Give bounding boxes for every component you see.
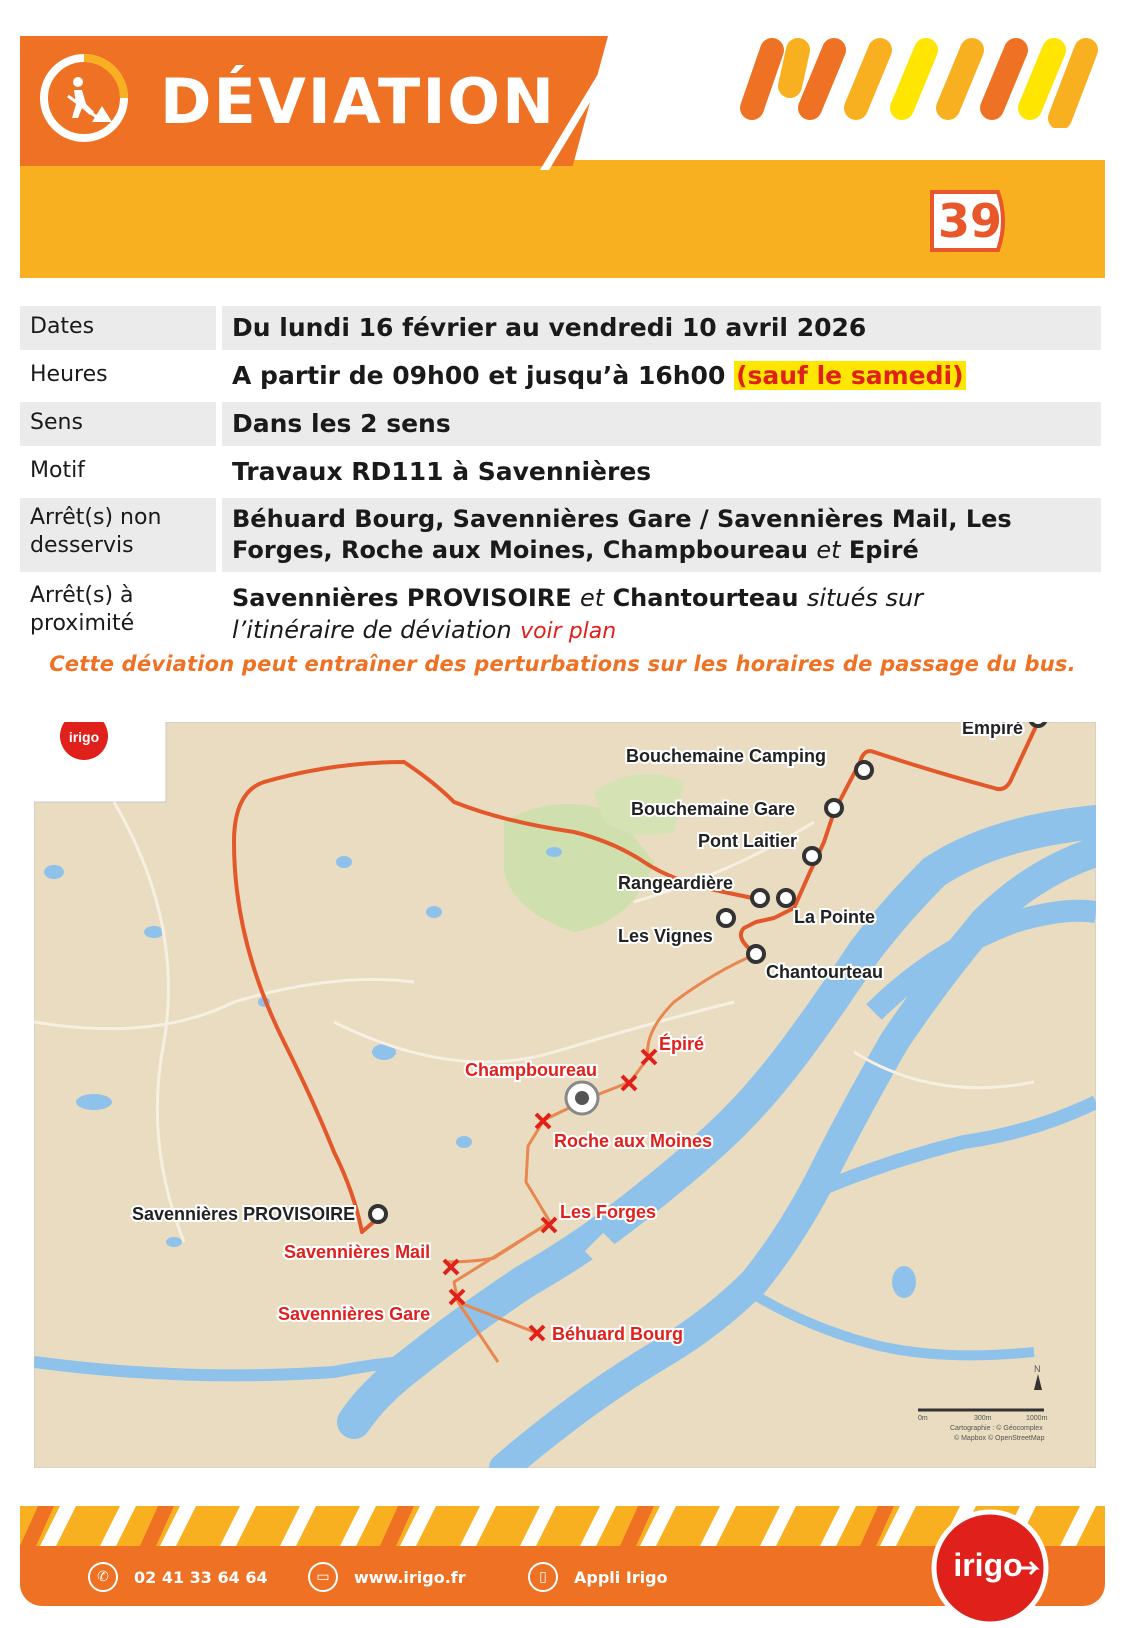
svg-text:Épiré: Épiré — [659, 1034, 705, 1054]
footer-website[interactable] — [308, 1560, 466, 1594]
not-served-et: et — [816, 536, 841, 564]
direction-label: Sens — [20, 402, 216, 446]
info-table — [20, 306, 1101, 654]
decorative-stripes — [730, 36, 1110, 128]
svg-text:Savennières Gare: Savennières Gare — [278, 1304, 431, 1324]
computer-icon: ▭ — [308, 1562, 338, 1592]
phone-number: 02 41 33 64 64 — [134, 1567, 268, 1587]
nearby-suffix-1: situés sur — [806, 584, 924, 612]
hours-label: Heures — [30, 362, 108, 387]
svg-text:Savennières PROVISOIRE: Savennières PROVISOIRE — [132, 1204, 356, 1224]
hours-note: (sauf le samedi) — [736, 361, 964, 390]
svg-text:La Pointe: La Pointe — [794, 907, 876, 927]
nearby-stop2: Chantourteau — [612, 584, 799, 612]
nearby-stop1: Savennières PROVISOIRE — [232, 584, 572, 612]
svg-text:Empiré: Empiré — [962, 722, 1024, 738]
app-name: Appli Irigo — [574, 1567, 668, 1587]
hours-text: A partir de 09h00 et jusqu’à 16h00 — [232, 361, 726, 390]
svg-text:Roche aux Moines: Roche aux Moines — [554, 1131, 713, 1151]
direction-value: Dans les 2 sens — [222, 402, 1101, 446]
svg-text:Chantourteau: Chantourteau — [766, 962, 883, 982]
disruption-notice: Cette déviation peut entraîner des perturbations sur les horaires de passage du bus. — [49, 652, 1076, 676]
detour-map — [34, 722, 1096, 1468]
see-map-link[interactable]: voir plan — [520, 619, 617, 644]
smartphone-icon: ▯ — [528, 1562, 558, 1592]
reason-label: Motif — [30, 458, 85, 483]
row-not-served — [20, 498, 1101, 572]
footer-app[interactable] — [528, 1560, 668, 1594]
nearby-suffix-2: l’itinéraire de déviation — [232, 616, 512, 644]
not-served-last: Epiré — [848, 536, 919, 564]
reason-value: Travaux RD111 à Savennières — [232, 457, 652, 486]
svg-text:Les Vignes: Les Vignes — [618, 926, 713, 946]
nearby-value — [222, 576, 1101, 654]
svg-text:300m: 300m — [974, 1415, 992, 1422]
svg-text:Savennières Mail: Savennières Mail — [284, 1242, 431, 1262]
svg-text:1000m: 1000m — [1026, 1415, 1048, 1422]
page-title: DÉVIATION — [160, 65, 556, 138]
not-served-stops: Béhuard Bourg, Savennières Gare / Savennières Mail, Les Forges, Roche aux Moines, Champboureau — [232, 505, 1012, 564]
svg-text:Béhuard Bourg: Béhuard Bourg — [552, 1324, 684, 1344]
phone-icon: ✆ — [88, 1562, 118, 1592]
irigo-logo — [930, 1508, 1050, 1628]
svg-text:Bouchemaine Gare: Bouchemaine Gare — [631, 799, 796, 819]
svg-text:Rangeardière: Rangeardière — [618, 873, 734, 893]
svg-text:Cartographie : © Géocomplex: Cartographie : © Géocomplex — [950, 1425, 1043, 1432]
svg-text:Pont Laitier: Pont Laitier — [698, 831, 798, 851]
svg-text:Bouchemaine Camping: Bouchemaine Camping — [626, 746, 827, 766]
svg-text:0m: 0m — [918, 1415, 928, 1422]
hours-value — [222, 354, 1101, 398]
not-served-label: Arrêt(s) non desservis — [20, 498, 216, 572]
nearby-label: Arrêt(s) à proximité — [30, 583, 135, 636]
row-nearby — [20, 576, 1101, 654]
not-served-value — [222, 498, 1101, 572]
svg-text:N: N — [1034, 1364, 1041, 1374]
map-logo-text: irigo — [68, 729, 100, 745]
nearby-et: et — [580, 584, 605, 612]
row-dates — [20, 306, 1101, 350]
svg-text:Champboureau: Champboureau — [465, 1060, 598, 1080]
row-hours — [20, 354, 1101, 398]
website-url: www.irigo.fr — [354, 1567, 466, 1587]
row-direction — [20, 402, 1101, 446]
svg-text:Les Forges: Les Forges — [560, 1202, 657, 1222]
svg-text:irigo: irigo — [953, 1547, 1023, 1583]
line-number: 39 — [937, 194, 1002, 248]
footer-phone[interactable] — [88, 1560, 268, 1594]
row-reason — [20, 450, 1101, 494]
dates-label: Dates — [20, 306, 216, 350]
roadworks-icon — [38, 52, 130, 144]
dates-value: Du lundi 16 février au vendredi 10 avril 2026 — [222, 306, 1101, 350]
svg-text:© Mapbox © OpenStreetMap: © Mapbox © OpenStreetMap — [954, 1435, 1045, 1442]
